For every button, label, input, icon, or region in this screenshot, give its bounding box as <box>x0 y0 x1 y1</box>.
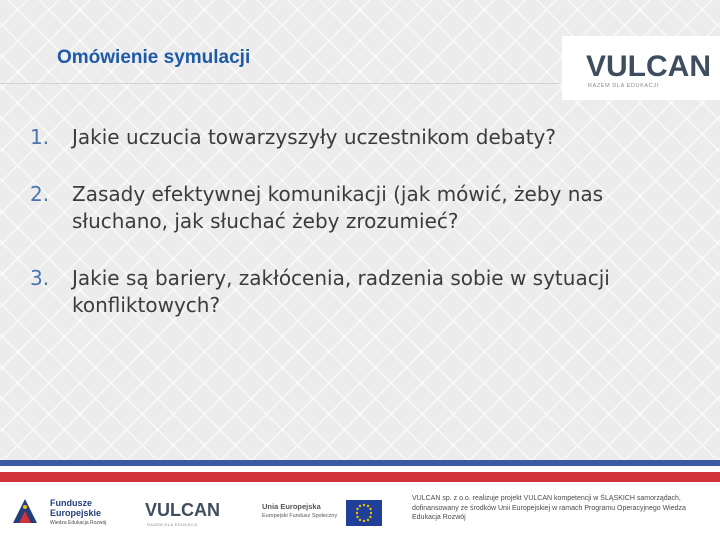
eu-funds-line1: Fundusze <box>50 498 92 508</box>
eu-funds-icon <box>10 496 40 526</box>
vulcan-logo-tagline: RAZEM DLA EDUKACJI <box>588 83 659 89</box>
eu-funds-logo <box>10 496 120 530</box>
discussion-points <box>30 124 670 349</box>
stripe-red <box>0 472 720 482</box>
list-item-number: 1. <box>30 125 50 149</box>
footer-vulcan-tagline: RAZEM DLA EDUKACJI <box>147 522 198 527</box>
footer <box>0 482 720 540</box>
list-item <box>30 265 670 319</box>
list-item-text: Jakie są bariery, zakłócenia, radzenia sobie w sytuacji konfliktowych? <box>72 266 610 317</box>
vulcan-logo <box>562 36 720 100</box>
footer-vulcan-logo <box>145 500 220 527</box>
list-item <box>30 181 670 235</box>
list-item <box>30 124 670 151</box>
list-item-number: 2. <box>30 182 50 206</box>
list-item-text: Zasady efektywnej komunikacji (jak mówić, żeby nas słuchano, jak słuchać żeby zrozumieć? <box>72 182 604 233</box>
slide-title: Omówienie symulacji <box>57 47 251 68</box>
flag-stripes <box>0 460 720 482</box>
list-item-text: Jakie uczucia towarzyszyły uczestnikom debaty? <box>72 125 557 149</box>
eu-flag-icon <box>346 500 382 526</box>
title-divider <box>0 83 560 84</box>
eu-fund-name: Europejski Fundusz Społeczny <box>262 513 338 519</box>
eu-name: Unia Europejska <box>262 502 321 511</box>
footer-vulcan-word: VULCAN <box>145 500 220 520</box>
project-note: VULCAN sp. z o.o. realizuje projekt VULCAN kompetencji w ŚLĄSKICH samorządach, dofinansowany ze środków Unii Europejskiej w ramach Programu Operacyjnego Wiedza Edukacja Rozwój <box>412 495 686 521</box>
vulcan-logo-word: VULCAN <box>586 50 711 83</box>
eu-label <box>262 502 337 519</box>
eu-funds-line3: Wiedza Edukacja Rozwój <box>50 520 107 526</box>
list-item-number: 3. <box>30 266 50 290</box>
eu-funds-line2: Europejskie <box>50 508 102 518</box>
